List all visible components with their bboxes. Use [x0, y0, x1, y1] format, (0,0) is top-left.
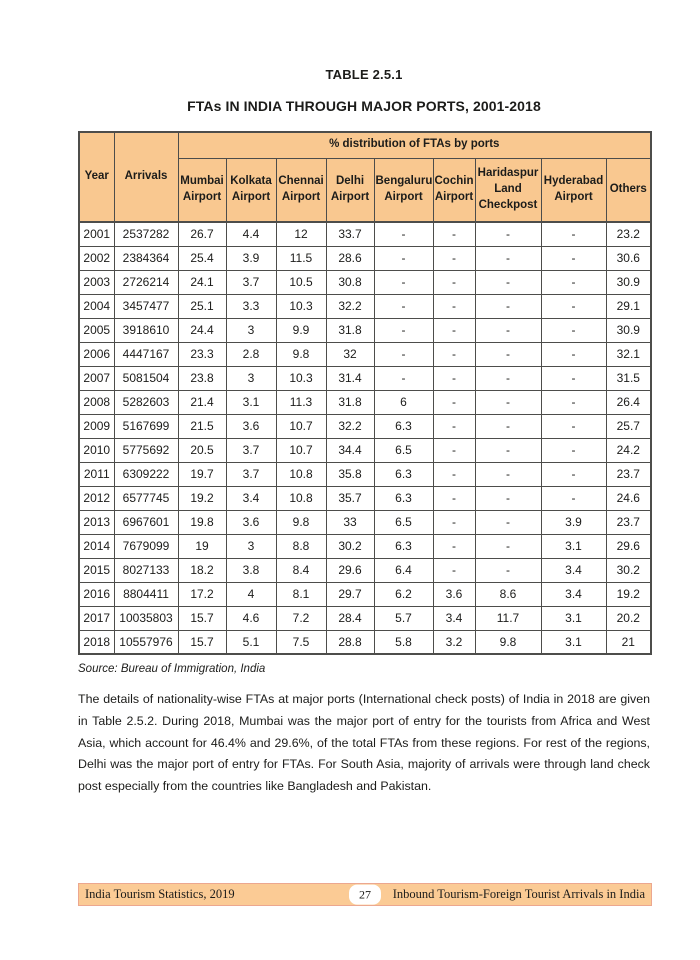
- cell-percent: -: [433, 510, 475, 534]
- cell-percent: 19.2: [606, 582, 651, 606]
- cell-percent: 19.8: [178, 510, 226, 534]
- cell-percent: 6.4: [374, 558, 433, 582]
- cell-percent: 19.2: [178, 486, 226, 510]
- table-row: [79, 510, 651, 534]
- cell-percent: 30.2: [326, 534, 374, 558]
- cell-percent: 24.4: [178, 318, 226, 342]
- cell-percent: -: [374, 270, 433, 294]
- cell-percent: 24.6: [606, 486, 651, 510]
- cell-percent: 3.6: [226, 510, 276, 534]
- cell-percent: 25.1: [178, 294, 226, 318]
- cell-percent: 8.6: [475, 582, 541, 606]
- cell-percent: -: [475, 510, 541, 534]
- cell-percent: -: [541, 486, 606, 510]
- cell-year: 2014: [79, 534, 114, 558]
- table-row: [79, 246, 651, 270]
- cell-arrivals: 8027133: [114, 558, 178, 582]
- cell-percent: 17.2: [178, 582, 226, 606]
- cell-percent: 32: [326, 342, 374, 366]
- cell-percent: 3.9: [226, 246, 276, 270]
- cell-percent: 31.8: [326, 318, 374, 342]
- cell-arrivals: 5282603: [114, 390, 178, 414]
- cell-percent: 10.8: [276, 462, 326, 486]
- cell-percent: -: [475, 486, 541, 510]
- cell-percent: 9.9: [276, 318, 326, 342]
- cell-percent: -: [475, 438, 541, 462]
- cell-percent: 3.4: [433, 606, 475, 630]
- cell-percent: 4.4: [226, 222, 276, 246]
- cell-percent: 3.8: [226, 558, 276, 582]
- cell-percent: 3: [226, 534, 276, 558]
- col-group-header-distribution: % distribution of FTAs by ports: [178, 132, 651, 158]
- cell-percent: -: [541, 366, 606, 390]
- table-row: [79, 462, 651, 486]
- cell-percent: 23.8: [178, 366, 226, 390]
- col-header-port: Kolkata Airport: [226, 158, 276, 222]
- table-row: [79, 606, 651, 630]
- cell-year: 2010: [79, 438, 114, 462]
- source-note: Source: Bureau of Immigration, India: [78, 663, 266, 675]
- table-row: [79, 366, 651, 390]
- cell-percent: 3.1: [541, 630, 606, 654]
- col-header-arrivals: Arrivals: [114, 132, 178, 222]
- cell-percent: 9.8: [276, 510, 326, 534]
- cell-percent: 26.7: [178, 222, 226, 246]
- cell-percent: 23.7: [606, 510, 651, 534]
- cell-percent: -: [433, 558, 475, 582]
- cell-percent: 28.8: [326, 630, 374, 654]
- cell-percent: -: [433, 318, 475, 342]
- cell-year: 2004: [79, 294, 114, 318]
- table-row: [79, 222, 651, 246]
- group-header-row: [79, 132, 651, 158]
- cell-percent: 20.2: [606, 606, 651, 630]
- cell-percent: 5.8: [374, 630, 433, 654]
- cell-percent: 7.5: [276, 630, 326, 654]
- cell-percent: -: [433, 414, 475, 438]
- cell-percent: -: [433, 222, 475, 246]
- cell-percent: 6: [374, 390, 433, 414]
- col-header-port: Cochin Airport: [433, 158, 475, 222]
- cell-percent: 10.3: [276, 366, 326, 390]
- cell-percent: 4: [226, 582, 276, 606]
- cell-arrivals: 6577745: [114, 486, 178, 510]
- cell-percent: 30.2: [606, 558, 651, 582]
- cell-percent: 3.1: [541, 606, 606, 630]
- cell-percent: -: [433, 486, 475, 510]
- table-row: [79, 630, 651, 654]
- cell-percent: -: [475, 366, 541, 390]
- cell-percent: 29.6: [606, 534, 651, 558]
- cell-percent: -: [475, 318, 541, 342]
- cell-percent: 6.3: [374, 534, 433, 558]
- cell-percent: -: [541, 318, 606, 342]
- cell-percent: 6.3: [374, 462, 433, 486]
- cell-percent: 15.7: [178, 630, 226, 654]
- cell-percent: -: [433, 294, 475, 318]
- cell-percent: 20.5: [178, 438, 226, 462]
- cell-year: 2017: [79, 606, 114, 630]
- col-header-port: Others: [606, 158, 651, 222]
- cell-arrivals: 4447167: [114, 342, 178, 366]
- cell-percent: -: [541, 270, 606, 294]
- cell-percent: 31.5: [606, 366, 651, 390]
- table-row: [79, 390, 651, 414]
- cell-percent: 26.4: [606, 390, 651, 414]
- cell-percent: 3.7: [226, 270, 276, 294]
- cell-percent: -: [541, 342, 606, 366]
- cell-arrivals: 5775692: [114, 438, 178, 462]
- cell-percent: 11.3: [276, 390, 326, 414]
- cell-year: 2006: [79, 342, 114, 366]
- cell-percent: 3.6: [433, 582, 475, 606]
- cell-percent: 30.8: [326, 270, 374, 294]
- cell-percent: 21.4: [178, 390, 226, 414]
- cell-percent: -: [374, 294, 433, 318]
- cell-percent: 29.1: [606, 294, 651, 318]
- cell-percent: 30.9: [606, 318, 651, 342]
- page-footer: [78, 883, 652, 906]
- cell-percent: 3.9: [541, 510, 606, 534]
- col-header-port: Mumbai Airport: [178, 158, 226, 222]
- cell-year: 2007: [79, 366, 114, 390]
- cell-percent: -: [374, 318, 433, 342]
- cell-percent: 8.8: [276, 534, 326, 558]
- cell-percent: -: [541, 462, 606, 486]
- cell-percent: 4.6: [226, 606, 276, 630]
- cell-percent: 32.1: [606, 342, 651, 366]
- cell-percent: 35.7: [326, 486, 374, 510]
- cell-percent: 6.3: [374, 486, 433, 510]
- cell-percent: 3.1: [541, 534, 606, 558]
- cell-percent: 10.7: [276, 438, 326, 462]
- cell-percent: 3.3: [226, 294, 276, 318]
- cell-arrivals: 10035803: [114, 606, 178, 630]
- col-header-year: Year: [79, 132, 114, 222]
- table-row: [79, 534, 651, 558]
- cell-percent: 23.7: [606, 462, 651, 486]
- cell-percent: -: [433, 342, 475, 366]
- cell-percent: -: [541, 390, 606, 414]
- table-row: [79, 558, 651, 582]
- cell-percent: 24.1: [178, 270, 226, 294]
- cell-percent: 15.7: [178, 606, 226, 630]
- cell-year: 2002: [79, 246, 114, 270]
- table-row: [79, 318, 651, 342]
- cell-percent: 3: [226, 366, 276, 390]
- cell-percent: 29.6: [326, 558, 374, 582]
- table-row: [79, 270, 651, 294]
- cell-percent: 30.6: [606, 246, 651, 270]
- cell-percent: 8.4: [276, 558, 326, 582]
- cell-percent: 18.2: [178, 558, 226, 582]
- cell-percent: 6.5: [374, 438, 433, 462]
- cell-percent: 8.1: [276, 582, 326, 606]
- cell-percent: -: [433, 462, 475, 486]
- cell-year: 2008: [79, 390, 114, 414]
- cell-year: 2015: [79, 558, 114, 582]
- cell-percent: -: [541, 438, 606, 462]
- cell-percent: -: [475, 390, 541, 414]
- cell-percent: -: [433, 438, 475, 462]
- cell-percent: -: [475, 342, 541, 366]
- cell-percent: 3.4: [541, 582, 606, 606]
- page-number-badge: 27: [349, 884, 381, 905]
- cell-percent: 23.3: [178, 342, 226, 366]
- cell-percent: -: [374, 366, 433, 390]
- cell-arrivals: 3918610: [114, 318, 178, 342]
- cell-percent: 12: [276, 222, 326, 246]
- cell-arrivals: 8804411: [114, 582, 178, 606]
- cell-percent: 32.2: [326, 294, 374, 318]
- cell-percent: 10.8: [276, 486, 326, 510]
- cell-percent: -: [433, 246, 475, 270]
- table-row: [79, 294, 651, 318]
- cell-percent: 28.4: [326, 606, 374, 630]
- cell-percent: 10.7: [276, 414, 326, 438]
- cell-percent: 23.2: [606, 222, 651, 246]
- cell-arrivals: 5081504: [114, 366, 178, 390]
- cell-percent: -: [541, 294, 606, 318]
- cell-percent: 21: [606, 630, 651, 654]
- cell-arrivals: 2384364: [114, 246, 178, 270]
- cell-percent: -: [433, 270, 475, 294]
- table-body: [79, 222, 651, 654]
- cell-percent: 25.4: [178, 246, 226, 270]
- cell-percent: -: [475, 534, 541, 558]
- cell-percent: 11.5: [276, 246, 326, 270]
- table-label: TABLE 2.5.1: [325, 67, 403, 82]
- cell-percent: 32.2: [326, 414, 374, 438]
- cell-percent: -: [475, 270, 541, 294]
- cell-percent: 3.6: [226, 414, 276, 438]
- cell-percent: -: [475, 294, 541, 318]
- cell-arrivals: 7679099: [114, 534, 178, 558]
- col-header-port: Hyderabad Airport: [541, 158, 606, 222]
- cell-percent: -: [541, 414, 606, 438]
- cell-percent: 2.8: [226, 342, 276, 366]
- cell-percent: 30.9: [606, 270, 651, 294]
- table-row: [79, 438, 651, 462]
- cell-year: 2009: [79, 414, 114, 438]
- col-header-port: Chennai Airport: [276, 158, 326, 222]
- cell-percent: -: [433, 390, 475, 414]
- cell-percent: 6.5: [374, 510, 433, 534]
- cell-percent: 5.1: [226, 630, 276, 654]
- cell-percent: 31.4: [326, 366, 374, 390]
- cell-percent: -: [475, 222, 541, 246]
- table-row: [79, 486, 651, 510]
- cell-percent: -: [475, 558, 541, 582]
- cell-percent: 3.7: [226, 438, 276, 462]
- cell-percent: 28.6: [326, 246, 374, 270]
- page-title: FTAs IN INDIA THROUGH MAJOR PORTS, 2001-2018: [187, 98, 541, 114]
- table-row: [79, 342, 651, 366]
- cell-year: 2003: [79, 270, 114, 294]
- cell-percent: -: [374, 222, 433, 246]
- cell-percent: -: [541, 222, 606, 246]
- cell-percent: -: [475, 414, 541, 438]
- table-row: [79, 582, 651, 606]
- cell-percent: 7.2: [276, 606, 326, 630]
- cell-year: 2013: [79, 510, 114, 534]
- cell-year: 2005: [79, 318, 114, 342]
- body-paragraph: The details of nationality-wise FTAs at major ports (International check posts) of India in 2018 are given in Table 2.5.2. During 2018, Mumbai was the major port of entry for the tourists from Africa and West Asia, which account for 46.4% and 29.6%, of the total FTAs from these regions. For rest of the regions, Delhi was the major port of entry for FTAs. For South Asia, majority of arrivals were through land check post especially from the countries like Bangladesh and Pakistan.: [78, 692, 650, 794]
- cell-percent: 33: [326, 510, 374, 534]
- cell-percent: 31.8: [326, 390, 374, 414]
- cell-percent: 24.2: [606, 438, 651, 462]
- footer-left-text: India Tourism Statistics, 2019: [85, 887, 235, 901]
- cell-arrivals: 2537282: [114, 222, 178, 246]
- cell-percent: 3.7: [226, 462, 276, 486]
- cell-arrivals: 2726214: [114, 270, 178, 294]
- cell-year: 2018: [79, 630, 114, 654]
- table-header: [79, 132, 651, 222]
- cell-percent: 10.3: [276, 294, 326, 318]
- cell-arrivals: 3457477: [114, 294, 178, 318]
- cell-percent: 9.8: [475, 630, 541, 654]
- cell-percent: -: [374, 342, 433, 366]
- cell-arrivals: 5167699: [114, 414, 178, 438]
- cell-percent: 25.7: [606, 414, 651, 438]
- cell-percent: 6.2: [374, 582, 433, 606]
- cell-percent: -: [433, 366, 475, 390]
- cell-percent: 3.4: [226, 486, 276, 510]
- cell-arrivals: 6309222: [114, 462, 178, 486]
- cell-percent: 9.8: [276, 342, 326, 366]
- cell-percent: -: [541, 246, 606, 270]
- table-row: [79, 414, 651, 438]
- cell-year: 2011: [79, 462, 114, 486]
- cell-percent: -: [374, 246, 433, 270]
- cell-percent: 5.7: [374, 606, 433, 630]
- cell-arrivals: 10557976: [114, 630, 178, 654]
- cell-percent: -: [433, 534, 475, 558]
- cell-percent: 10.5: [276, 270, 326, 294]
- cell-year: 2012: [79, 486, 114, 510]
- cell-percent: 3.2: [433, 630, 475, 654]
- cell-percent: 21.5: [178, 414, 226, 438]
- col-header-port: Bengaluru Airport: [374, 158, 433, 222]
- fta-ports-table: [78, 131, 652, 655]
- cell-arrivals: 6967601: [114, 510, 178, 534]
- cell-percent: 19.7: [178, 462, 226, 486]
- cell-percent: 33.7: [326, 222, 374, 246]
- cell-year: 2016: [79, 582, 114, 606]
- cell-percent: 29.7: [326, 582, 374, 606]
- cell-percent: -: [475, 246, 541, 270]
- footer-right-text: Inbound Tourism-Foreign Tourist Arrivals in India: [392, 887, 645, 901]
- col-header-port: Haridaspur Land Checkpost: [475, 158, 541, 222]
- cell-percent: 6.3: [374, 414, 433, 438]
- cell-percent: 3.1: [226, 390, 276, 414]
- cell-percent: 19: [178, 534, 226, 558]
- cell-percent: 3.4: [541, 558, 606, 582]
- col-header-port: Delhi Airport: [326, 158, 374, 222]
- cell-percent: -: [475, 462, 541, 486]
- content-area: [78, 0, 650, 798]
- cell-percent: 3: [226, 318, 276, 342]
- cell-percent: 11.7: [475, 606, 541, 630]
- cell-percent: 34.4: [326, 438, 374, 462]
- cell-year: 2001: [79, 222, 114, 246]
- cell-percent: 35.8: [326, 462, 374, 486]
